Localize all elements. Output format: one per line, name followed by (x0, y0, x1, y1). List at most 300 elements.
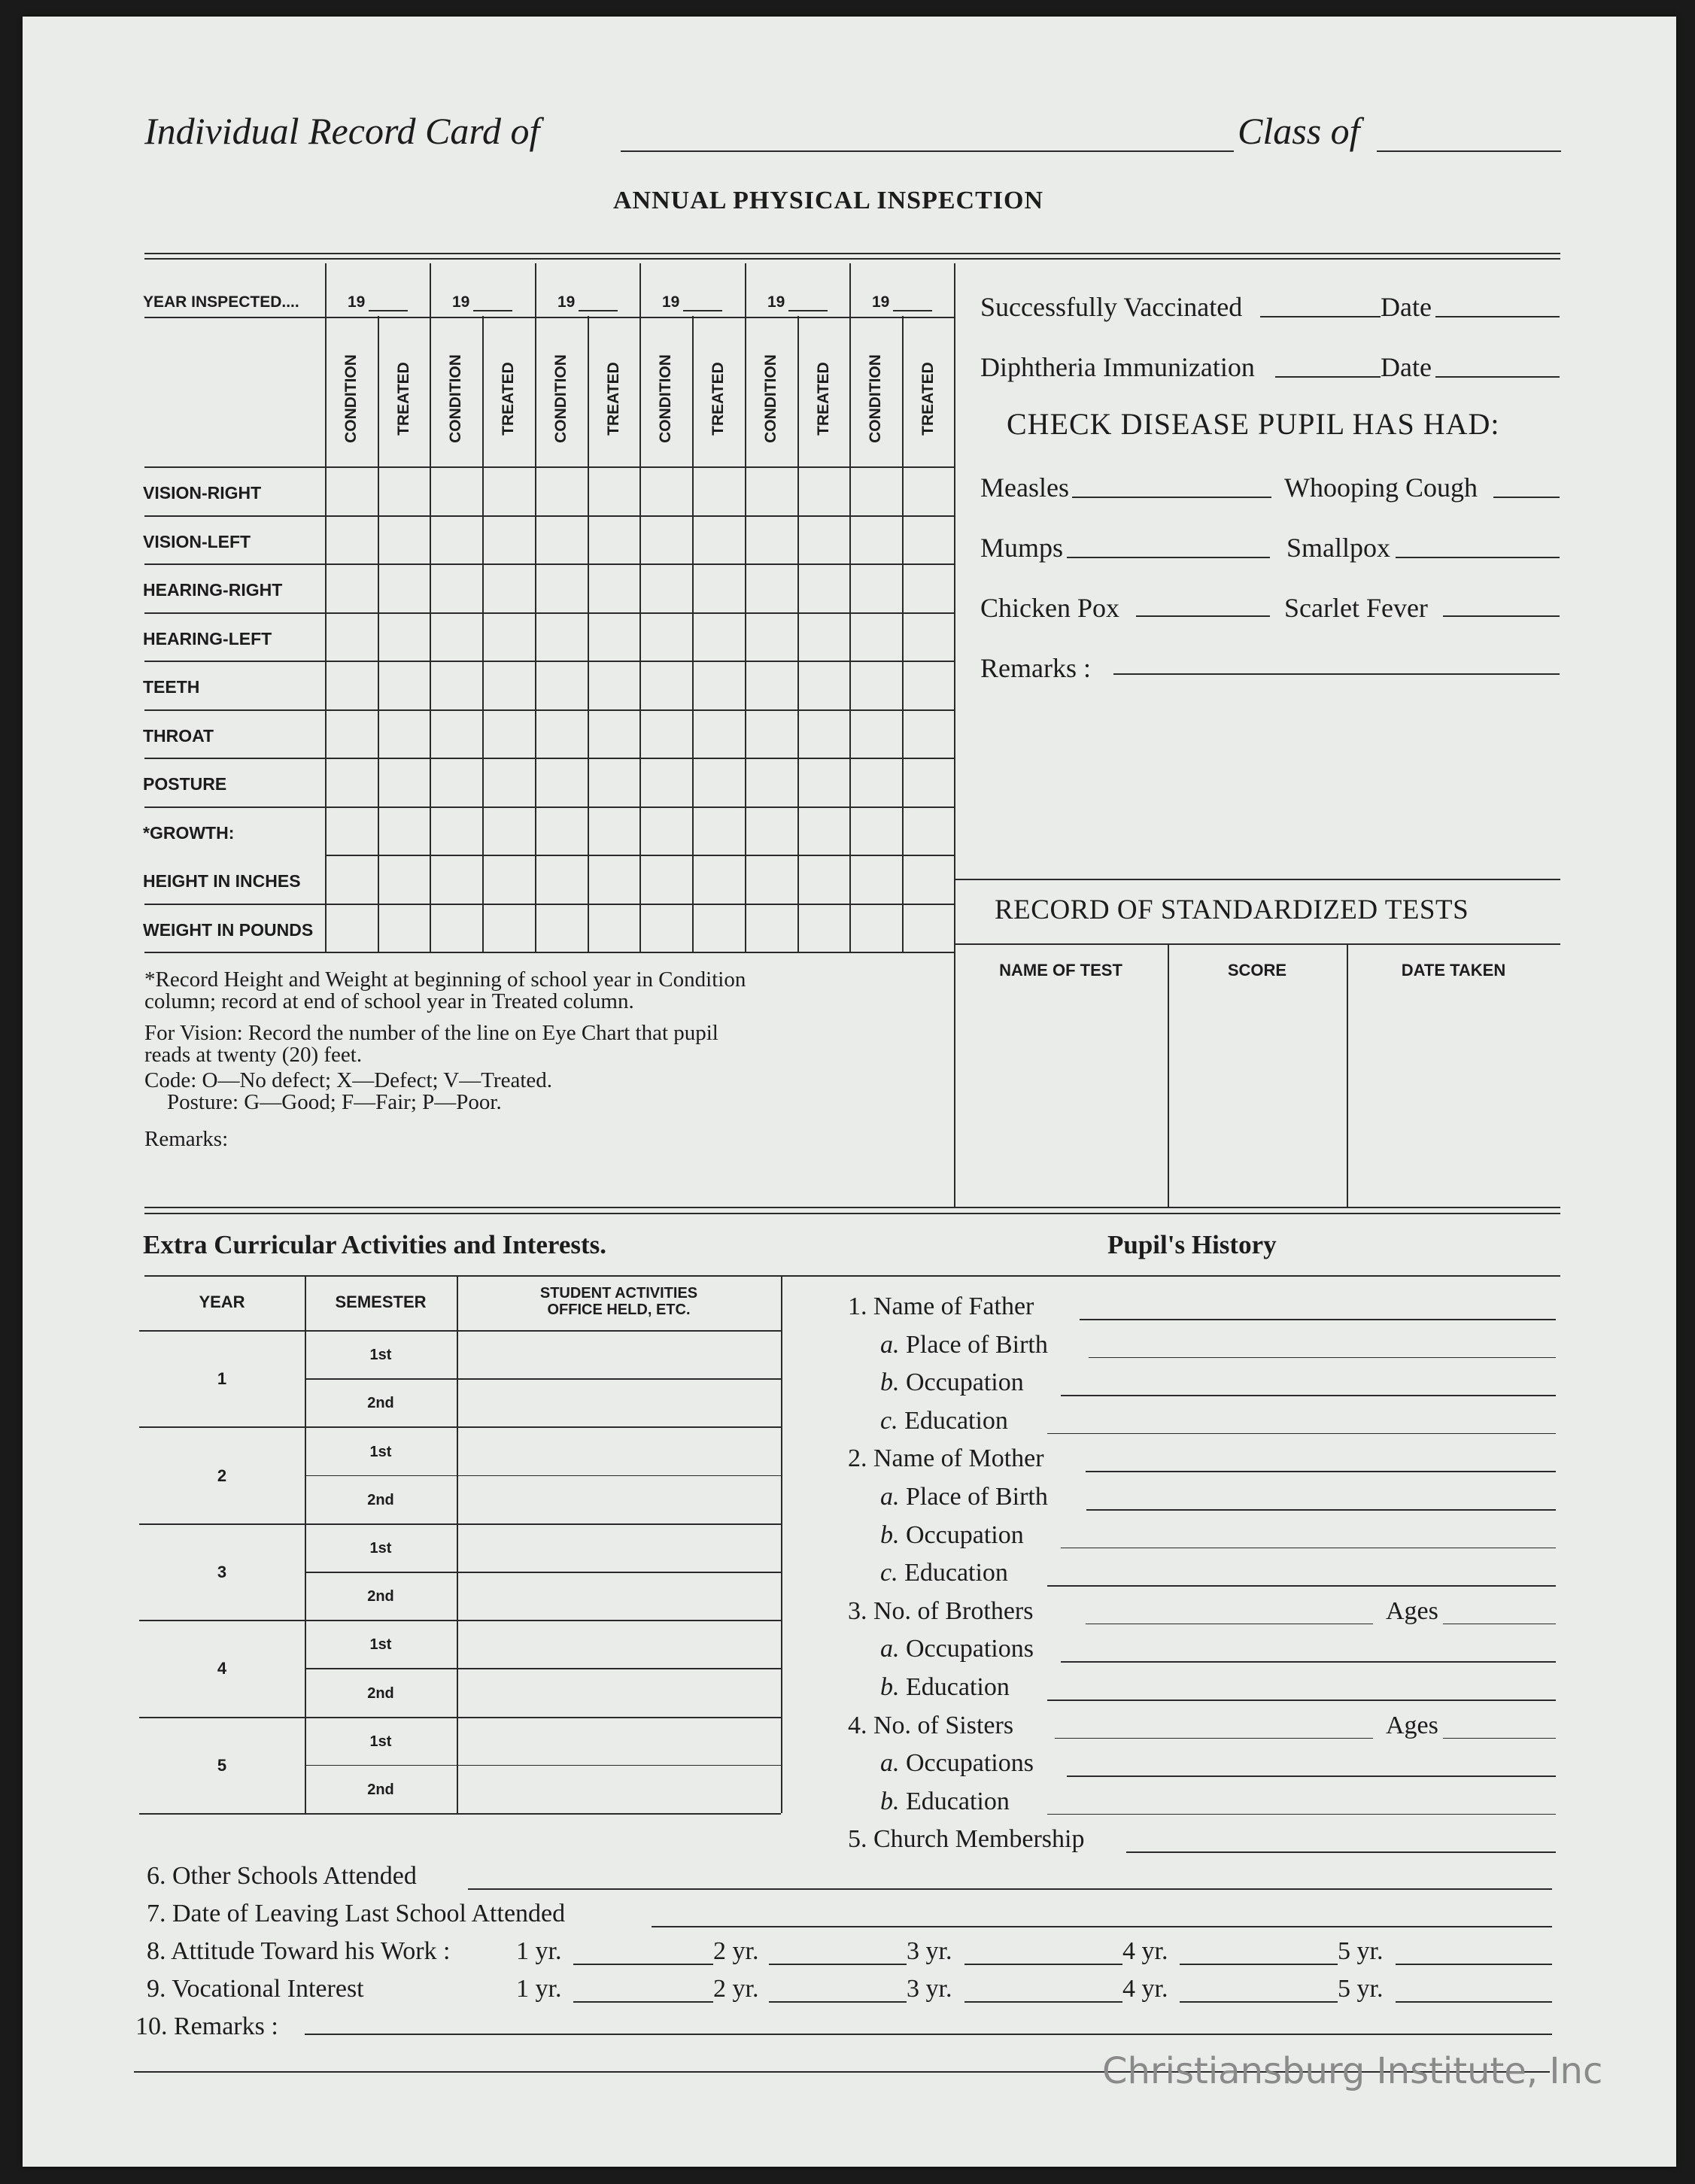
history-item-letter: a. (880, 1483, 900, 1511)
inspection-cell[interactable] (327, 468, 376, 514)
year-4-label: 4 yr. (1122, 1937, 1168, 1965)
code-line: Code: O—No defect; X—Defect; V—Treated. (144, 1068, 553, 1092)
inspection-cell[interactable] (431, 565, 481, 611)
activities-entry-cell[interactable] (459, 1767, 779, 1811)
immunization-remarks-line[interactable] (1113, 673, 1560, 675)
history-item-text: Occupation (899, 1368, 1024, 1397)
activities-entry-cell[interactable] (459, 1526, 779, 1569)
class-label: Class of (1238, 110, 1360, 152)
inspection-cell[interactable] (694, 808, 743, 853)
inspection-cell[interactable] (851, 662, 901, 708)
condition-header: CONDITION (447, 354, 464, 443)
year-blank-3[interactable] (579, 310, 618, 311)
inspection-cell[interactable] (694, 468, 743, 514)
class-line[interactable] (1377, 150, 1561, 152)
scarlet-fever-line[interactable] (1443, 615, 1560, 617)
history-item-text: Place of Birth (899, 1483, 1048, 1511)
history-item-11 (880, 1673, 1010, 1702)
inspection-cell[interactable] (746, 517, 796, 562)
year-3-line[interactable] (964, 2001, 1122, 2003)
inspection-cell[interactable] (536, 468, 586, 514)
year-blank-5[interactable] (788, 310, 828, 311)
inspection-cell[interactable] (904, 711, 952, 756)
disease-scarlet-fever: Scarlet Fever (1284, 593, 1428, 623)
disease-measles: Measles (980, 472, 1069, 503)
inspection-cell[interactable] (327, 662, 376, 708)
activities-semester-rule (305, 1572, 781, 1573)
inspection-cell[interactable] (799, 856, 848, 902)
year-5-line[interactable] (1396, 1964, 1552, 1965)
history-item-7 (880, 1521, 1024, 1550)
year-label-3: 19 (557, 293, 576, 311)
bottom-attitude: 8. Attitude Toward his Work : (147, 1937, 451, 1965)
label-col-top-rule (144, 466, 325, 468)
activities-entry-cell[interactable] (459, 1381, 779, 1424)
activities-year-rule (139, 1717, 781, 1718)
inspection-cell[interactable] (904, 905, 952, 950)
inspection-cell[interactable] (379, 517, 428, 562)
inspection-cell[interactable] (379, 614, 428, 659)
history-line[interactable] (1067, 1775, 1556, 1777)
inspection-cell[interactable] (746, 808, 796, 853)
smallpox-line[interactable] (1396, 557, 1560, 558)
inspection-cell[interactable] (641, 711, 691, 756)
history-ages-line[interactable] (1443, 1738, 1556, 1739)
year-3-label: 3 yr. (907, 1937, 952, 1965)
inspection-cell[interactable] (589, 856, 638, 902)
inspection-cell[interactable] (641, 808, 691, 853)
year-1-line[interactable] (573, 2001, 713, 2003)
history-line[interactable] (1055, 1738, 1373, 1739)
whooping-line[interactable] (1493, 497, 1560, 498)
activities-entry-cell[interactable] (459, 1429, 779, 1472)
inspection-cell[interactable] (799, 808, 848, 853)
inspection-cell[interactable] (641, 662, 691, 708)
history-item-text: Occupations (899, 1635, 1034, 1663)
activities-entry-cell[interactable] (459, 1670, 779, 1714)
inspection-cell[interactable] (379, 759, 428, 805)
inspection-cell[interactable] (799, 662, 848, 708)
inspection-cell[interactable] (484, 614, 533, 659)
inspection-cell[interactable] (694, 711, 743, 756)
record-note-2: column; record at end of school year in Treated column. (144, 989, 634, 1013)
activities-semester-label: 2nd (367, 1684, 394, 1702)
treated-header: TREATED (604, 362, 622, 436)
history-ages-line[interactable] (1443, 1624, 1556, 1625)
tests-header-rule (954, 943, 1560, 945)
activities-year-3: 3 (217, 1563, 227, 1581)
check-disease-heading: CHECK DISEASE PUPIL HAS HAD: (1007, 407, 1500, 441)
history-line[interactable] (1047, 1700, 1556, 1701)
inspection-cell[interactable] (536, 711, 586, 756)
top-rule (144, 253, 1560, 254)
row-label-height-in-inches: HEIGHT IN INCHES (143, 871, 301, 891)
vaccinated-line[interactable] (1260, 316, 1381, 317)
activities-semester-rule (305, 1475, 781, 1477)
history-item-letter: a. (880, 1330, 900, 1359)
inspection-cell[interactable] (641, 905, 691, 950)
inspection-cell[interactable] (431, 905, 481, 950)
inspection-cell[interactable] (589, 759, 638, 805)
year-1-line[interactable] (573, 1964, 713, 1965)
section-divider (954, 263, 955, 1207)
inspection-cell[interactable] (589, 614, 638, 659)
activities-semester-label: 1st (369, 1539, 392, 1557)
inspection-cell[interactable] (431, 517, 481, 562)
diphtheria-date-label: Date (1381, 352, 1432, 382)
year-4-line[interactable] (1180, 2001, 1338, 2003)
measles-line[interactable] (1072, 497, 1271, 498)
inspection-cell[interactable] (799, 905, 848, 950)
inspection-cell[interactable] (536, 808, 586, 853)
year-1-label: 1 yr. (516, 1975, 562, 2003)
treated-header: TREATED (709, 362, 727, 436)
year-blank-1[interactable] (369, 310, 408, 311)
inspection-cell[interactable] (904, 759, 952, 805)
history-item-5: 2. Name of Mother (848, 1444, 1044, 1473)
history-item-text: Occupation (899, 1520, 1024, 1549)
activities-entry-cell[interactable] (459, 1478, 779, 1521)
year-blank-6[interactable] (893, 310, 932, 311)
activities-year-4: 4 (217, 1659, 227, 1678)
activities-semester-label: 1st (369, 1636, 392, 1654)
inspection-cell[interactable] (536, 759, 586, 805)
history-item-9: 3. No. of Brothers (848, 1596, 1034, 1625)
notes-block (144, 969, 746, 1150)
middle-rule-2 (144, 1213, 1560, 1214)
name-line[interactable] (621, 150, 1234, 152)
inspection-cell[interactable] (851, 711, 901, 756)
row-label-hearing-left: HEARING-LEFT (143, 629, 272, 649)
inspection-cell[interactable] (589, 517, 638, 562)
inspection-cell[interactable] (327, 905, 376, 950)
mumps-line[interactable] (1067, 557, 1270, 558)
activities-year-rule (139, 1813, 781, 1815)
inspection-cell[interactable] (327, 808, 376, 853)
history-item-4 (880, 1407, 1008, 1435)
row-label-growth: *GROWTH: (143, 823, 235, 843)
history-item-15: 5. Church Membership (848, 1825, 1085, 1854)
history-item-letter: b. (880, 1673, 900, 1701)
inspection-cell[interactable] (589, 808, 638, 853)
diphtheria-line[interactable] (1275, 376, 1381, 378)
activities-entry-cell[interactable] (459, 1719, 779, 1763)
diphtheria-label: Diphtheria Immunization (980, 352, 1255, 382)
activities-entry-cell[interactable] (459, 1574, 779, 1617)
disease-mumps: Mumps (980, 533, 1064, 563)
vaccinated-date-line[interactable] (1435, 316, 1560, 317)
inspection-cell[interactable] (746, 468, 796, 514)
inspection-cell[interactable] (799, 468, 848, 514)
condition-header: CONDITION (657, 354, 674, 443)
history-line[interactable] (1047, 1814, 1556, 1815)
inspection-cell[interactable] (327, 614, 376, 659)
inspection-cell[interactable] (641, 468, 691, 514)
inspection-cell[interactable] (484, 759, 533, 805)
inspection-cell[interactable] (379, 808, 428, 853)
inspection-cell[interactable] (904, 565, 952, 611)
history-line[interactable] (1061, 1548, 1556, 1549)
history-line[interactable] (1061, 1395, 1556, 1396)
tests-col-divider-1 (1168, 945, 1169, 1207)
activities-year-2: 2 (217, 1466, 227, 1485)
activities-heading: Extra Curricular Activities and Interests. (143, 1230, 607, 1259)
history-item-letter: b. (880, 1368, 900, 1397)
bottom-line[interactable] (468, 1888, 1552, 1890)
inspection-cell[interactable] (904, 808, 952, 853)
history-item-letter: c. (880, 1559, 898, 1587)
year-3-line[interactable] (964, 1964, 1122, 1965)
inspection-cell[interactable] (694, 905, 743, 950)
row-label-weight-in-pounds: WEIGHT IN POUNDS (143, 920, 314, 940)
inspection-cell[interactable] (641, 856, 691, 902)
year-1-label: 1 yr. (516, 1937, 562, 1965)
activities-col-line (457, 1277, 458, 1813)
year-blank-2[interactable] (473, 310, 512, 311)
inspection-cell[interactable] (904, 856, 952, 902)
inspection-cell[interactable] (904, 614, 952, 659)
inspection-cell[interactable] (746, 614, 796, 659)
year-row-rule (144, 317, 954, 318)
inspection-cell[interactable] (589, 468, 638, 514)
immunization-remarks-label: Remarks : (980, 653, 1091, 683)
inspection-cell[interactable] (851, 468, 901, 514)
inspection-cell[interactable] (484, 711, 533, 756)
treated-header: TREATED (814, 362, 832, 436)
inspection-cell[interactable] (327, 856, 376, 902)
chicken-pox-line[interactable] (1136, 615, 1270, 617)
inspection-cell[interactable] (851, 614, 901, 659)
inspection-cell[interactable] (431, 856, 481, 902)
diphtheria-date-line[interactable] (1435, 376, 1560, 378)
activities-semester-label: 2nd (367, 1588, 394, 1605)
top-rule-2 (144, 258, 1560, 260)
history-line[interactable] (1080, 1319, 1556, 1320)
inspection-cell[interactable] (484, 517, 533, 562)
condition-header: CONDITION (867, 354, 884, 443)
inspection-cell[interactable] (484, 662, 533, 708)
history-line[interactable] (1089, 1357, 1556, 1359)
inspection-cell[interactable] (799, 517, 848, 562)
inspection-cell[interactable] (379, 565, 428, 611)
activities-entry-cell[interactable] (459, 1332, 779, 1376)
inspection-cell[interactable] (694, 565, 743, 611)
year-4-label: 4 yr. (1122, 1975, 1168, 2003)
inspection-cell[interactable] (431, 468, 481, 514)
year-2-label: 2 yr. (713, 1937, 759, 1965)
inspection-cell[interactable] (484, 565, 533, 611)
year-2-line[interactable] (769, 2001, 907, 2003)
inspection-cell[interactable] (484, 468, 533, 514)
history-line[interactable] (1086, 1509, 1556, 1511)
inspection-cell[interactable] (484, 856, 533, 902)
inspection-cell[interactable] (536, 905, 586, 950)
inspection-cell[interactable] (379, 662, 428, 708)
history-line[interactable] (1086, 1624, 1373, 1625)
year-5-line[interactable] (1396, 2001, 1552, 2003)
disease-whooping-cough: Whooping Cough (1284, 472, 1478, 503)
inspection-cell[interactable] (851, 856, 901, 902)
inspection-cell[interactable] (641, 614, 691, 659)
record-note-1: *Record Height and Weight at beginning of school year in Condition (144, 967, 746, 992)
inspection-cell[interactable] (641, 517, 691, 562)
vision-note-1: For Vision: Record the number of the line on Eye Chart that pupil (144, 1021, 718, 1045)
inspection-cell[interactable] (379, 905, 428, 950)
inspection-cell[interactable] (589, 662, 638, 708)
history-line[interactable] (1126, 1851, 1556, 1853)
activities-header-rule (139, 1330, 781, 1332)
inspection-cell[interactable] (799, 759, 848, 805)
history-item-6 (880, 1483, 1048, 1511)
inspection-cell[interactable] (431, 662, 481, 708)
inspection-cell[interactable] (851, 905, 901, 950)
year-label-2: 19 (452, 293, 470, 311)
posture-line: Posture: G—Good; F—Fair; P—Poor. (167, 1090, 502, 1114)
history-line[interactable] (1047, 1433, 1556, 1435)
inspection-cell[interactable] (799, 565, 848, 611)
inspection-cell[interactable] (379, 856, 428, 902)
inspection-cell[interactable] (589, 711, 638, 756)
inspection-cell[interactable] (746, 856, 796, 902)
history-item-13 (880, 1749, 1034, 1778)
vaccinated-date-label: Date (1381, 292, 1432, 322)
inspection-cell[interactable] (694, 856, 743, 902)
year-blank-4[interactable] (683, 310, 722, 311)
tests-col-name: NAME OF TEST (999, 961, 1122, 980)
year-2-line[interactable] (769, 1964, 907, 1965)
inspection-cell[interactable] (694, 759, 743, 805)
treated-header: TREATED (394, 362, 412, 436)
inspection-cell[interactable] (799, 711, 848, 756)
inspection-cell[interactable] (431, 711, 481, 756)
inspection-cell[interactable] (536, 662, 586, 708)
inspection-cell[interactable] (851, 565, 901, 611)
activities-semester-label: 1st (369, 1347, 392, 1364)
inspection-cell[interactable] (589, 565, 638, 611)
year-3-label: 3 yr. (907, 1975, 952, 2003)
inspection-cell[interactable] (746, 662, 796, 708)
inspection-cell[interactable] (641, 565, 691, 611)
history-ages-label: Ages (1386, 1596, 1438, 1625)
row-label-vision-left: VISION-LEFT (143, 532, 251, 551)
inspection-cell[interactable] (641, 759, 691, 805)
history-item-text: Education (899, 1673, 1010, 1701)
inspection-cell[interactable] (327, 565, 376, 611)
history-heading: Pupil's History (1107, 1230, 1277, 1259)
activities-semester-rule (305, 1765, 781, 1766)
inspection-cell[interactable] (536, 614, 586, 659)
inspection-cell[interactable] (799, 614, 848, 659)
tests-col-score: SCORE (1227, 961, 1287, 980)
history-item-10 (880, 1635, 1034, 1663)
activities-semester-label: 2nd (367, 1395, 394, 1412)
condition-header: CONDITION (552, 354, 570, 443)
inspection-cell[interactable] (379, 468, 428, 514)
row-label-teeth: TEETH (143, 677, 200, 697)
activities-col-office-held: OFFICE HELD, ETC. (547, 1302, 691, 1318)
vision-note-2: reads at twenty (20) feet. (144, 1043, 363, 1067)
row-label-hearing-right: HEARING-RIGHT (143, 580, 283, 600)
inspection-cell[interactable] (904, 662, 952, 708)
inspection-cell[interactable] (694, 517, 743, 562)
history-item-14 (880, 1788, 1010, 1816)
year-4-line[interactable] (1180, 1964, 1338, 1965)
inspection-cell[interactable] (851, 808, 901, 853)
inspection-cell[interactable] (536, 517, 586, 562)
middle-rule (144, 1207, 1560, 1208)
condition-header: CONDITION (762, 354, 779, 443)
inspection-cell[interactable] (694, 614, 743, 659)
inspection-cell[interactable] (536, 565, 586, 611)
bottom-remarks-line[interactable] (305, 2034, 1552, 2035)
grid-row-line (144, 952, 954, 953)
inspection-cell[interactable] (327, 711, 376, 756)
activities-semester-rule (305, 1668, 781, 1669)
history-item-letter: c. (880, 1406, 898, 1435)
inspection-cell[interactable] (484, 905, 533, 950)
activities-semester-label: 2nd (367, 1491, 394, 1508)
inspection-cell[interactable] (431, 759, 481, 805)
year-5-label: 5 yr. (1338, 1937, 1384, 1965)
year-label-5: 19 (767, 293, 785, 311)
bottom-remarks: 10. Remarks : (135, 2012, 278, 2040)
inspection-cell[interactable] (536, 856, 586, 902)
inspection-cell[interactable] (904, 517, 952, 562)
tests-top-rule (954, 879, 1560, 880)
inspection-cell[interactable] (327, 759, 376, 805)
activities-year-rule (139, 1620, 781, 1621)
inspection-cell[interactable] (746, 711, 796, 756)
inspection-cell[interactable] (851, 759, 901, 805)
inspection-cell[interactable] (851, 517, 901, 562)
activities-year-rule (139, 1426, 781, 1428)
inspection-cell[interactable] (484, 808, 533, 853)
row-label-throat: THROAT (143, 726, 214, 746)
activities-semester-label: 1st (369, 1443, 392, 1460)
bottom-other-schools: 6. Other Schools Attended (147, 1862, 417, 1890)
history-line[interactable] (1047, 1585, 1556, 1587)
history-line[interactable] (1061, 1661, 1556, 1663)
inspection-cell[interactable] (431, 808, 481, 853)
history-item-1: 1. Name of Father (848, 1292, 1034, 1320)
inspection-cell[interactable] (904, 468, 952, 514)
bottom-vocational: 9. Vocational Interest (147, 1975, 364, 2003)
inspection-cell[interactable] (379, 711, 428, 756)
history-item-letter: a. (880, 1635, 900, 1663)
activities-semester-rule (305, 1378, 781, 1380)
treated-header: TREATED (919, 362, 937, 436)
history-item-text: Place of Birth (899, 1330, 1048, 1359)
inspection-cell[interactable] (327, 517, 376, 562)
inspection-cell[interactable] (746, 565, 796, 611)
history-item-text: Education (899, 1787, 1010, 1815)
inspection-cell[interactable] (746, 905, 796, 950)
activities-entry-cell[interactable] (459, 1622, 779, 1666)
inspection-cell[interactable] (694, 662, 743, 708)
inspection-cell[interactable] (431, 614, 481, 659)
history-line[interactable] (1086, 1471, 1556, 1472)
history-item-3 (880, 1368, 1024, 1397)
history-item-text: Occupations (899, 1749, 1034, 1778)
page-title: ANNUAL PHYSICAL INSPECTION (613, 187, 1043, 214)
year-2-label: 2 yr. (713, 1975, 759, 2003)
activities-year-1: 1 (217, 1369, 227, 1389)
bottom-line[interactable] (652, 1926, 1552, 1927)
notes-remarks: Remarks: (144, 1127, 229, 1151)
inspection-cell[interactable] (746, 759, 796, 805)
history-item-12: 4. No. of Sisters (848, 1711, 1014, 1739)
inspection-cell[interactable] (589, 905, 638, 950)
